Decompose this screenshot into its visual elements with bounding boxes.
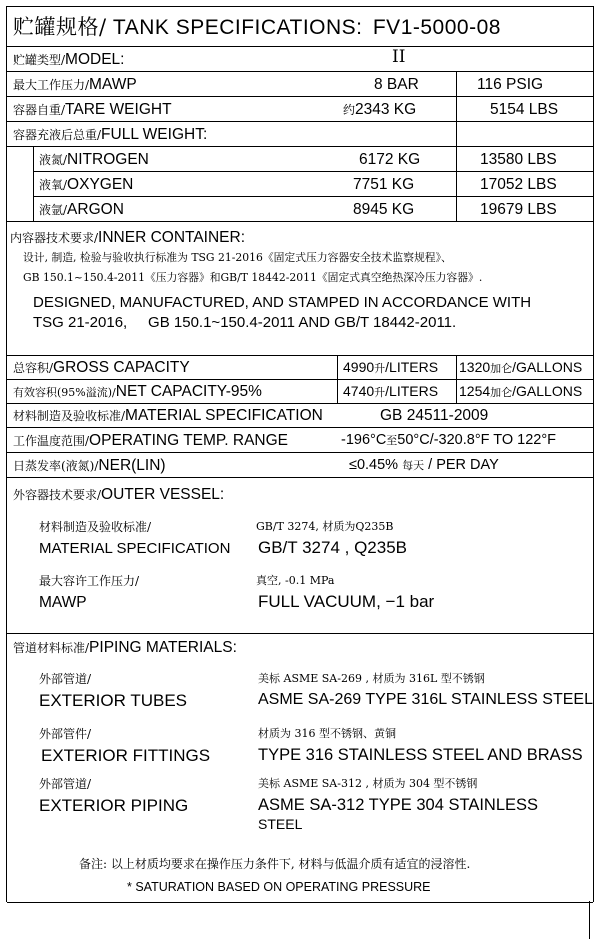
mawp-psig: 116 PSIG (477, 76, 544, 93)
full-weight-label: 容器充液后总重/FULL WEIGHT: (13, 126, 208, 143)
spec-plate (6, 6, 594, 902)
outer-mawp-zh: 最大容许工作压力/ (39, 574, 140, 588)
model-value: II (392, 47, 406, 67)
title-code: FV1-5000-08 (372, 16, 501, 39)
ner-value: ≤0.45% 每天 / PER DAY (349, 457, 499, 473)
net-gallons: 1254加仑/GALLONS (459, 383, 583, 399)
outer-material-en: MATERIAL SPECIFICATION (39, 540, 231, 557)
title-en: TANK SPECIFICATIONS: (112, 16, 363, 39)
rule (7, 221, 593, 222)
indent-divider (33, 146, 34, 221)
net-liters: 4740升/LITERS (343, 383, 439, 399)
outer-mawp-value-en: FULL VACUUM, −1 bar (258, 592, 435, 611)
gas-oxygen-label: 液氧/OXYGEN (39, 176, 134, 193)
piping-item-label-en: EXTERIOR FITTINGS (41, 746, 211, 765)
piping-item-value-en: ASME SA-269 TYPE 316L STAINLESS STEEL (258, 691, 593, 708)
material-spec-label: 材料制造及验收标准/MATERIAL SPECIFICATION (13, 407, 323, 424)
gas-oxygen-kg: 7751 KG (353, 176, 415, 193)
ner-label: 日蒸发率(液氮)/NER(LIN) (13, 457, 166, 474)
inner-container-label: 内容器技术要求/INNER CONTAINER: (10, 229, 246, 246)
column-divider (456, 355, 457, 403)
title-zh: 贮罐规格/ (13, 15, 107, 39)
operating-temp-label: 工作温度范围/OPERATING TEMP. RANGE (13, 432, 289, 449)
rule (7, 355, 593, 356)
inner-zh-line2: GB 150.1~150.4-2011《压力容器》和GB/T 18442-2011《固定式真空绝热深冷压力容器》. (23, 271, 483, 284)
piping-item-label-en: EXTERIOR TUBES (39, 691, 187, 710)
inner-en-line2: TSG 21-2016, GB 150.1~150.4-2011 AND GB/T 18442-2011. (33, 314, 457, 331)
rule (7, 477, 593, 478)
gas-argon-label: 液氩/ARGON (39, 201, 124, 218)
rule (7, 427, 593, 428)
gas-nitrogen-label: 液氮/NITROGEN (39, 151, 149, 168)
piping-item-value-en-cont: STEEL (258, 816, 303, 832)
border-extension (589, 901, 590, 939)
outer-material-value-en: GB/T 3274 , Q235B (258, 538, 407, 557)
gas-argon-kg: 8945 KG (353, 201, 415, 218)
piping-item-value-en: ASME SA-312 TYPE 304 STAINLESS (258, 796, 539, 814)
tare-lbs: 5154 LBS (490, 101, 559, 118)
piping-item-label-zh: 外部管件/ (39, 727, 92, 741)
column-divider (456, 71, 457, 221)
outer-material-zh: 材料制造及验收标准/ (39, 520, 152, 534)
operating-temp-value: -196°C至50°C/-320.8°F TO 122°F (341, 432, 557, 448)
column-divider (337, 355, 338, 403)
piping-item-value-zh: 美标 ASME SA-269 , 材质为 316L 型不锈钢 (258, 672, 485, 685)
rule (7, 379, 593, 380)
gas-nitrogen-kg: 6172 KG (359, 151, 421, 168)
mawp-bar: 8 BAR (374, 76, 419, 93)
inner-en-line1: DESIGNED, MANUFACTURED, AND STAMPED IN ACCORDANCE WITH (33, 294, 532, 311)
mawp-label: 最大工作压力/MAWP (13, 76, 137, 93)
rule (7, 452, 593, 453)
piping-item-label-zh: 外部管道/ (39, 777, 92, 791)
outer-mawp-value-zh: 真空, -0.1 MPa (256, 574, 335, 587)
piping-item-label-zh: 外部管道/ (39, 672, 92, 686)
gas-nitrogen-lbs: 13580 LBS (480, 151, 557, 168)
footnote-zh: 备注: 以上材质均要求在操作压力条件下, 材料与低温介质有适宜的浸溶性. (79, 857, 471, 871)
rule (7, 46, 593, 47)
piping-item-value-en: TYPE 316 STAINLESS STEEL AND BRASS (258, 746, 583, 764)
title (13, 17, 501, 38)
tare-kg: 约2343 KG (343, 101, 417, 118)
outer-vessel-label: 外容器技术要求/OUTER VESSEL: (13, 486, 225, 503)
rule (7, 71, 593, 72)
model-label: 贮罐类型/MODEL: (13, 51, 125, 68)
tare-label: 容器自重/TARE WEIGHT (13, 101, 172, 118)
piping-item-value-zh: 美标 ASME SA-312 , 材质为 304 型不锈钢 (258, 777, 478, 790)
net-capacity-label: 有效容积(95%溢流)/NET CAPACITY-95% (13, 383, 262, 400)
piping-materials-label: 管道材料标准/PIPING MATERIALS: (13, 639, 237, 656)
gross-capacity-label: 总容积/GROSS CAPACITY (13, 359, 190, 376)
rule (7, 121, 593, 122)
gas-oxygen-lbs: 17052 LBS (480, 176, 557, 193)
rule (7, 96, 593, 97)
piping-item-value-zh: 材质为 316 型不锈钢、黄铜 (258, 727, 396, 740)
inner-zh-line1: 设计, 制造, 检验与验收执行标准为 TSG 21-2016《固定式压力容器安全技术监察规程》、 (23, 251, 452, 264)
material-spec-value: GB 24511-2009 (380, 407, 489, 424)
rule (33, 196, 593, 197)
gross-liters: 4990升/LITERS (343, 359, 439, 375)
rule (33, 171, 593, 172)
rule (7, 146, 593, 147)
rule (7, 633, 593, 634)
rule (7, 403, 593, 404)
outer-mawp-en: MAWP (39, 594, 87, 611)
rule (7, 902, 593, 903)
gas-argon-lbs: 19679 LBS (480, 201, 557, 218)
piping-item-label-en: EXTERIOR PIPING (39, 796, 189, 815)
footnote-en: * SATURATION BASED ON OPERATING PRESSURE (127, 880, 431, 894)
gross-gallons: 1320加仑/GALLONS (459, 359, 583, 375)
outer-material-value-zh: GB/T 3274, 材质为Q235B (256, 520, 394, 533)
